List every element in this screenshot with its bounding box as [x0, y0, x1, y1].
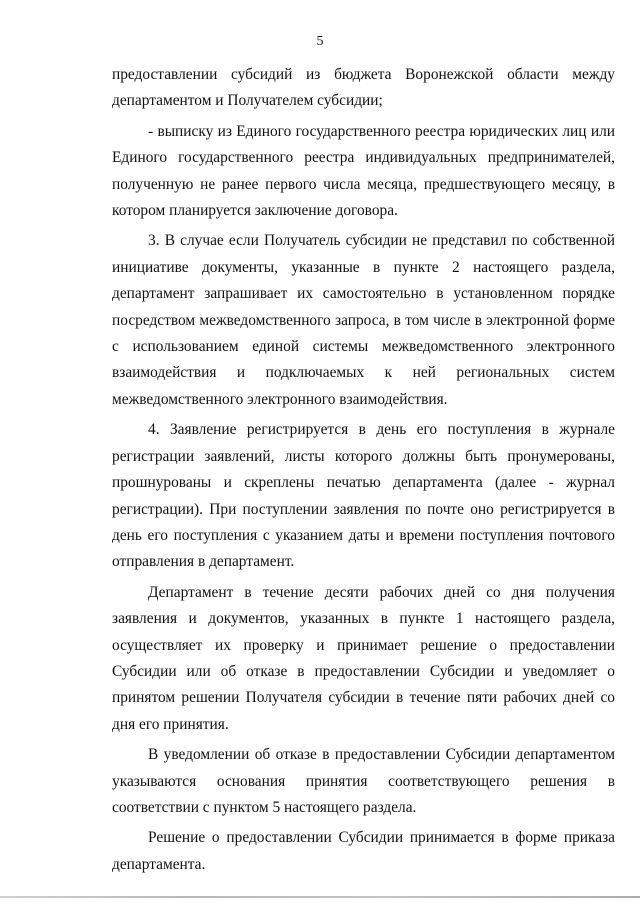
paragraph-review-period: Департамент в течение десяти рабочих дней со дня получения заявления и документов, указанных в пункте 1 настоящего раздела, осуществляет их проверку и принимает решение о предоставлении Субсидии или об отказе в предоставлении Субсидии и уведомляет о принятом решении Получателя субсидии в течение пяти рабочих дней со дня его принятия. [112, 583, 615, 733]
paragraph-continuation: предоставлении субсидий из бюджета Воронежской области между департаментом и Получателем субсидии; [112, 66, 615, 110]
paragraph-item-4: 4. Заявление регистрируется в день его поступления в журнале регистрации заявлений, листы которого должны быть пронумерованы, прошнурованы и скреплены печатью департамента (далее - журнал регистрации). При поступлении заявления по почте оно регистрируется в день его поступления с указанием даты и времени поступления почтового отправления в департамент. [112, 421, 615, 571]
paragraph-item-3: 3. В случае если Получатель субсидии не представил по собственной инициативе документы, указанные в пункте 2 настоящего раздела, департамент запрашивает их самостоятельно в установленном порядке посредством межведомственного запроса, в том числе в электронной форме с использованием единой системы межведомственного электронного взаимодействия и подключаемых к ней региональных систем межведомственного электронного взаимодействия. [112, 232, 615, 408]
paragraph-refusal-notice: В уведомлении об отказе в предоставлении Субсидии департаментом указываются основания принятия соответствующего решения в соответствии с пунктом 5 настоящего раздела. [112, 746, 615, 816]
scan-edge-line [0, 896, 640, 898]
paragraph-egrul-extract: - выписку из Единого государственного реестра юридических лиц или Единого государственного реестра индивидуальных предпринимателей, полученную не ранее первого числа месяца, предшествующего месяцу, в котором планируется заключение договора. [112, 122, 615, 220]
page-number: 5 [316, 34, 324, 49]
document-body [112, 62, 615, 878]
paragraph-decision-form: Решение о предоставлении Субсидии принимается в форме приказа департамента. [112, 829, 615, 873]
